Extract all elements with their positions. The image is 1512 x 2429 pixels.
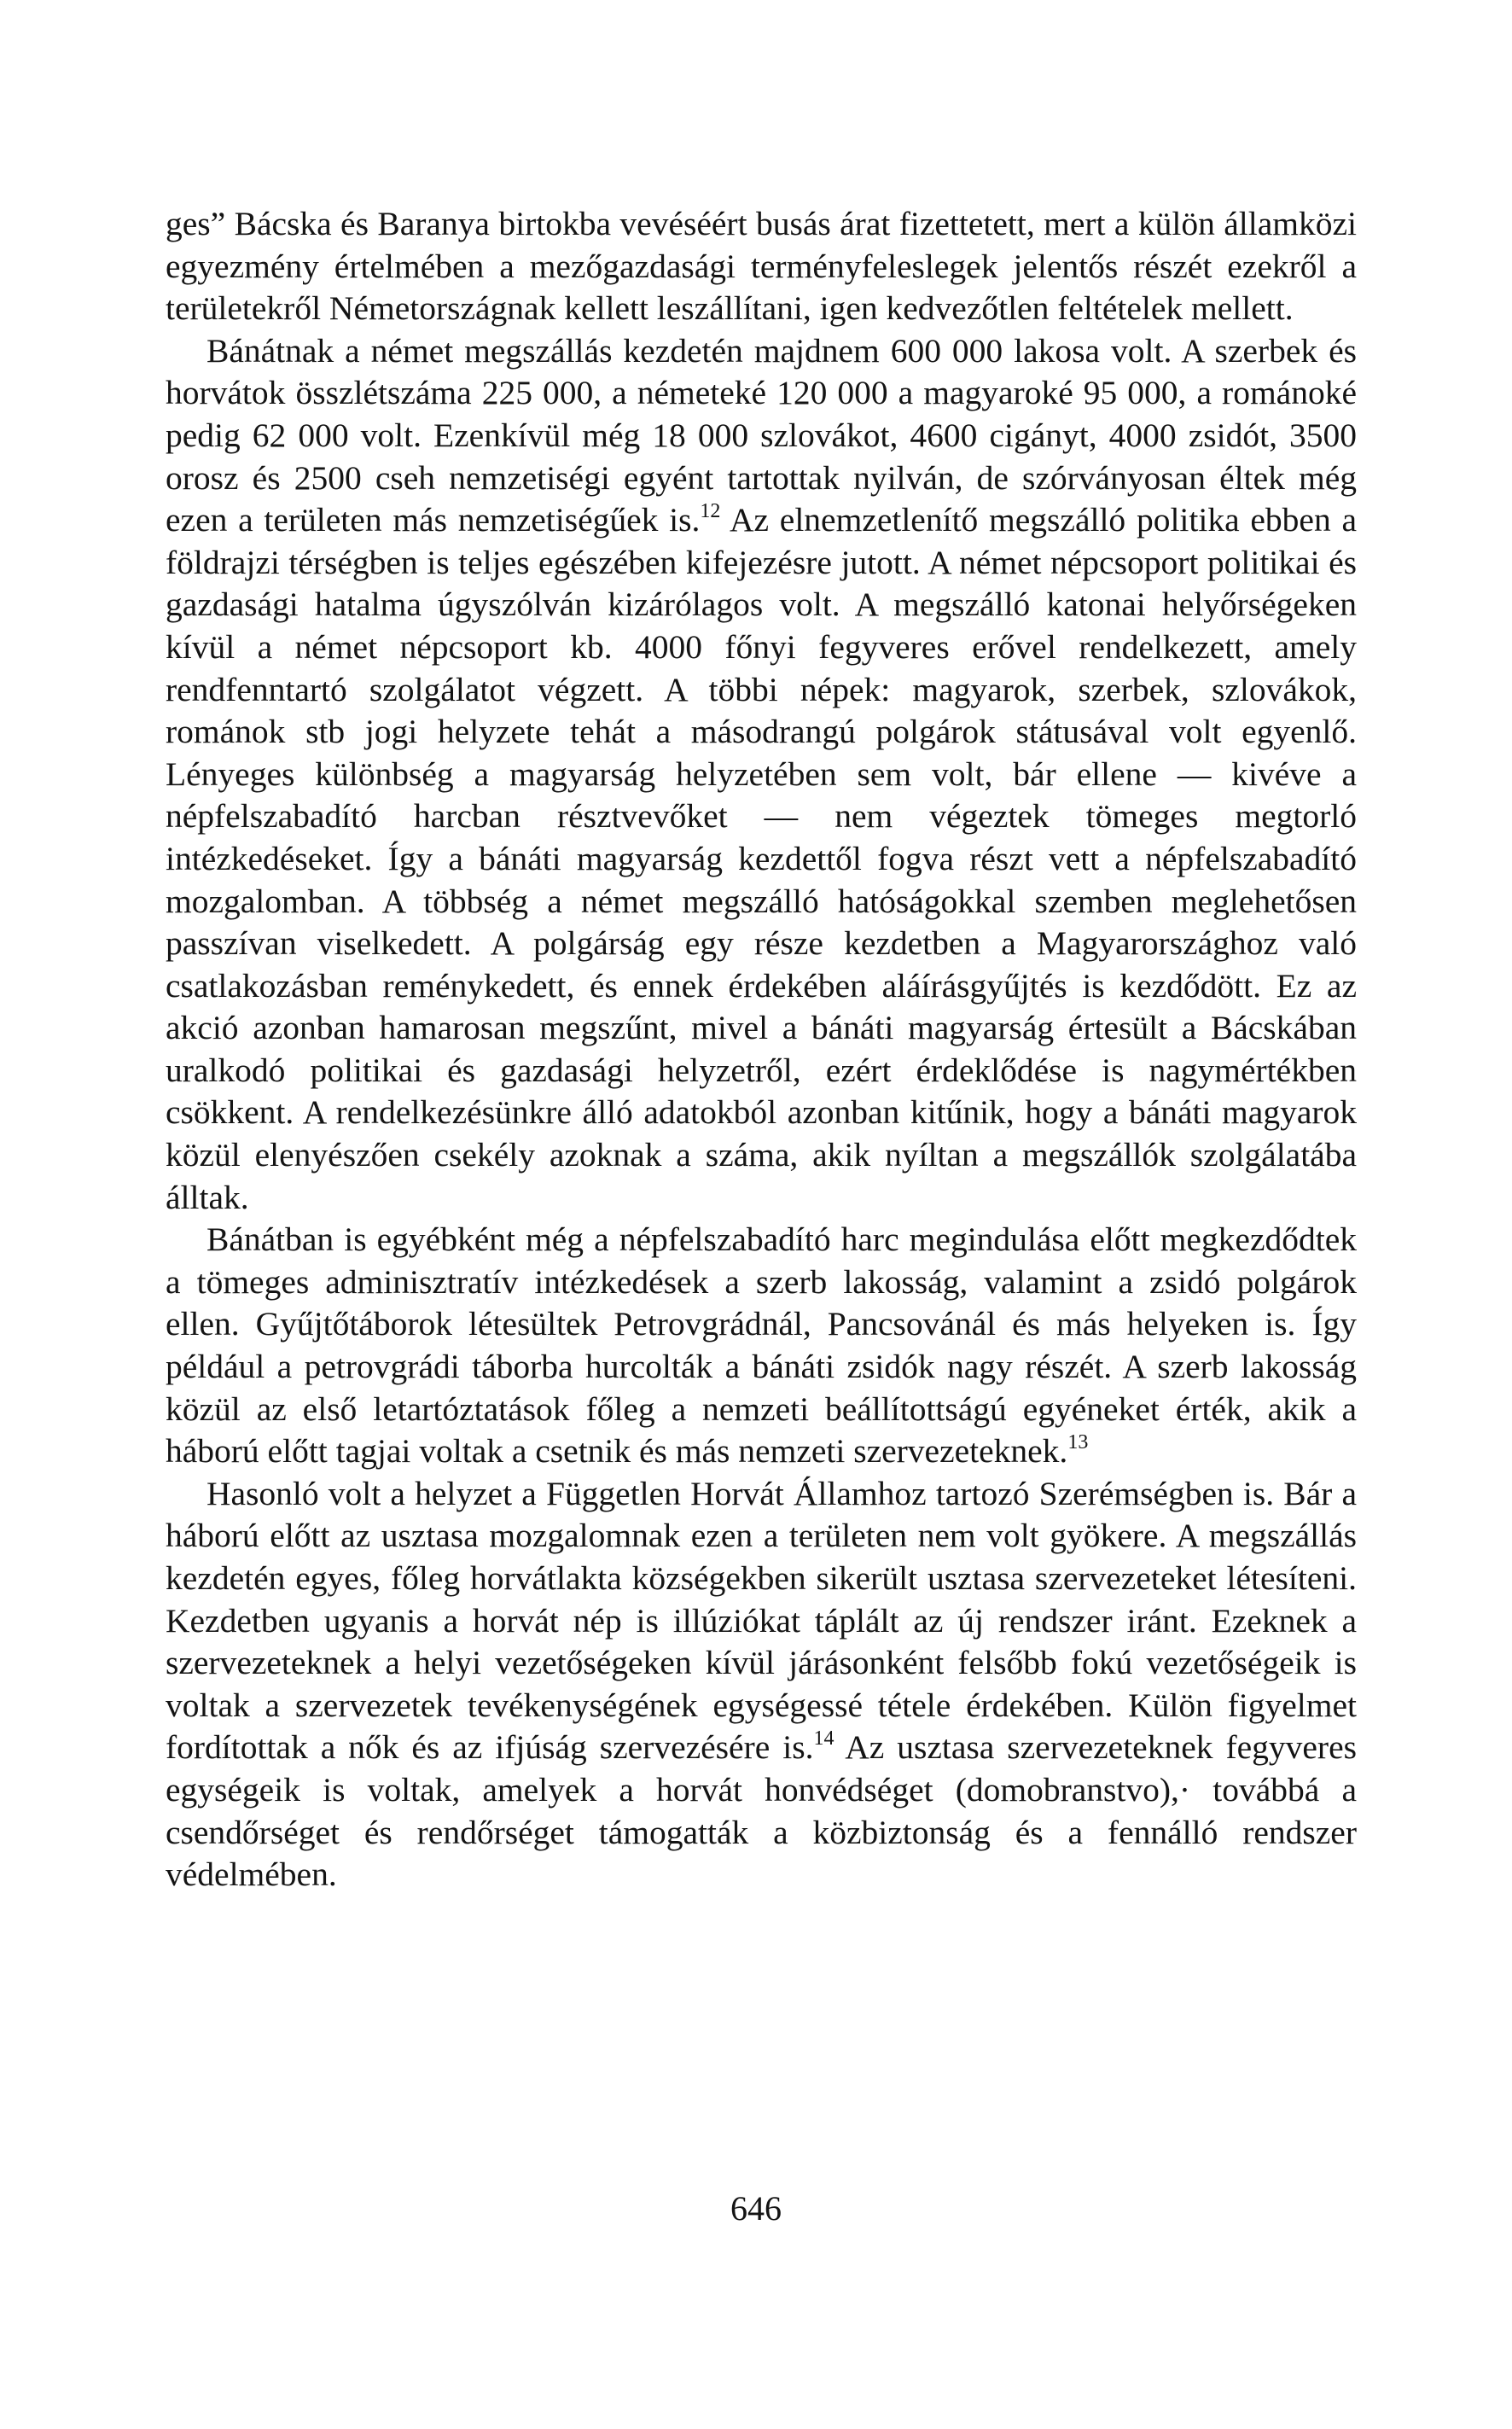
paragraph-3 <box>166 1219 1357 1473</box>
paragraph-2-text-after: Az elnemzetlenítő megszálló politika ebben a földrajzi térségben is teljes egészében kifejezésre jutott. A német népcsoport politikai és gazdasági hatalma úgyszólván kizárólagos volt. A megszálló katonai helyőrségeken kívül a német népcsoport kb. 4000 főnyi fegyveres erővel rendelkezett, amely rendfenntartó szolgálatot végzett. A többi népek: magyarok, szerbek, szlovákok, románok stb jogi helyzete tehát a másodrangú polgárok státusával volt egyenlő. Lényeges különbség a magyarság helyzetében sem volt, bár ellene — kivéve a népfelszabadító harcban résztvevőket — nem végeztek tömeges megtorló intézkedéseket. Így a bánáti magyarság kezdettől fogva részt vett a népfelszabadító mozgalomban. A többség a német megszálló hatóságokkal szemben meglehetősen passzívan viselkedett. A polgárság egy része kezdetben a Magyarországhoz való csatlakozásban reménykedett, és ennek érdekében aláírásgyűjtés is kezdődött. Ez az akció azonban hamarosan megszűnt, mivel a bánáti magyarság értesült a Bácskában uralkodó politikai és gazdasági helyzetről, ezért érdeklődése is nagymértékben csökkent. A rendelkezésünkre álló adatokból azonban kitűnik, hogy a bánáti magyarok közül elenyészően csekély azoknak a száma, akik nyíltan a megszállók szolgálatába álltak. <box>166 501 1357 1216</box>
footnote-ref-12[interactable]: 12 <box>700 500 721 522</box>
paragraph-1-text: ges” Bácska és Baranya birtokba vevéséért busás árat fizettetett, mert a külön államközi egyezmény értelmében a mezőgazdasági terményfeleslegek jelentős részét ezekről a területekről Németországnak kellett leszállítani, igen kedvezőtlen feltételek mellett. <box>166 205 1357 328</box>
paragraph-2 <box>166 330 1357 1219</box>
footnote-ref-13[interactable]: 13 <box>1067 1431 1089 1454</box>
paragraph-4-text: Hasonló volt a helyzet a Független Horvát Államhoz tartozó Szerémségben is. Bár a háború előtt az usztasa mozgalomnak ezen a területen nem volt gyökere. A megszállás kezdetén egyes, főleg horvátlakta községekben sikerült usztasa szervezeteket létesíteni. Kezdetben ugyanis a horvát nép is illúziókat táplált az új rendszer iránt. Ezeknek a szervezeteknek a helyi vezetőségeken kívül járásonként felsőbb fokú vezetőségeik is voltak a szervezetek tevékenységének egységessé tétele érdekében. Külön figyelmet fordítottak a nők és az ifjúság szervezésére is. <box>166 1474 1357 1767</box>
paragraph-2-text: Bánátnak a német megszállás kezdetén majdnem 600 000 lakosa volt. A szerbek és horvátok összlétszáma 225 000, a németeké 120 000 a magyaroké 95 000, a románoké pedig 62 000 volt. Ezenkívül még 18 000 szlovákot, 4600 cigányt, 4000 zsidót, 3500 orosz és 2500 cseh nemzetiségi egyént tartottak nyilván, de szórványosan éltek még ezen a területen más nemzetiségűek is. <box>166 331 1357 539</box>
paragraph-4-text-after: Az usztasa szervezeteknek fegyveres egységeik is voltak, amelyek a horvát honvédséget (domobranstvo),· továbbá a csendőrséget és rendőrséget támogatták a közbiztonság és a fennálló rendszer védelmében. <box>166 1728 1357 1894</box>
footnote-ref-14[interactable]: 14 <box>813 1727 835 1750</box>
paragraph-4 <box>166 1473 1357 1896</box>
paragraph-1 <box>166 203 1357 330</box>
paragraph-3-text: Bánátban is egyébként még a népfelszabadító harc megindulása előtt megkezdődtek a tömeges adminisztratív intézkedések a szerb lakosság, valamint a zsidó polgárok ellen. Gyűjtőtáborok létesültek Petrovgrádnál, Pancsovánál és más helyeken is. Így például a petrovgrádi táborba hurcolták a bánáti zsidók nagy részét. A szerb lakosság közül az első letartóztatások főleg a nemzeti beállítottságú egyéneket érték, akik a háború előtt tagjai voltak a csetnik és más nemzeti szervezeteknek. <box>166 1220 1357 1471</box>
page-body <box>166 203 1357 1896</box>
page-number: 646 <box>730 2189 782 2228</box>
